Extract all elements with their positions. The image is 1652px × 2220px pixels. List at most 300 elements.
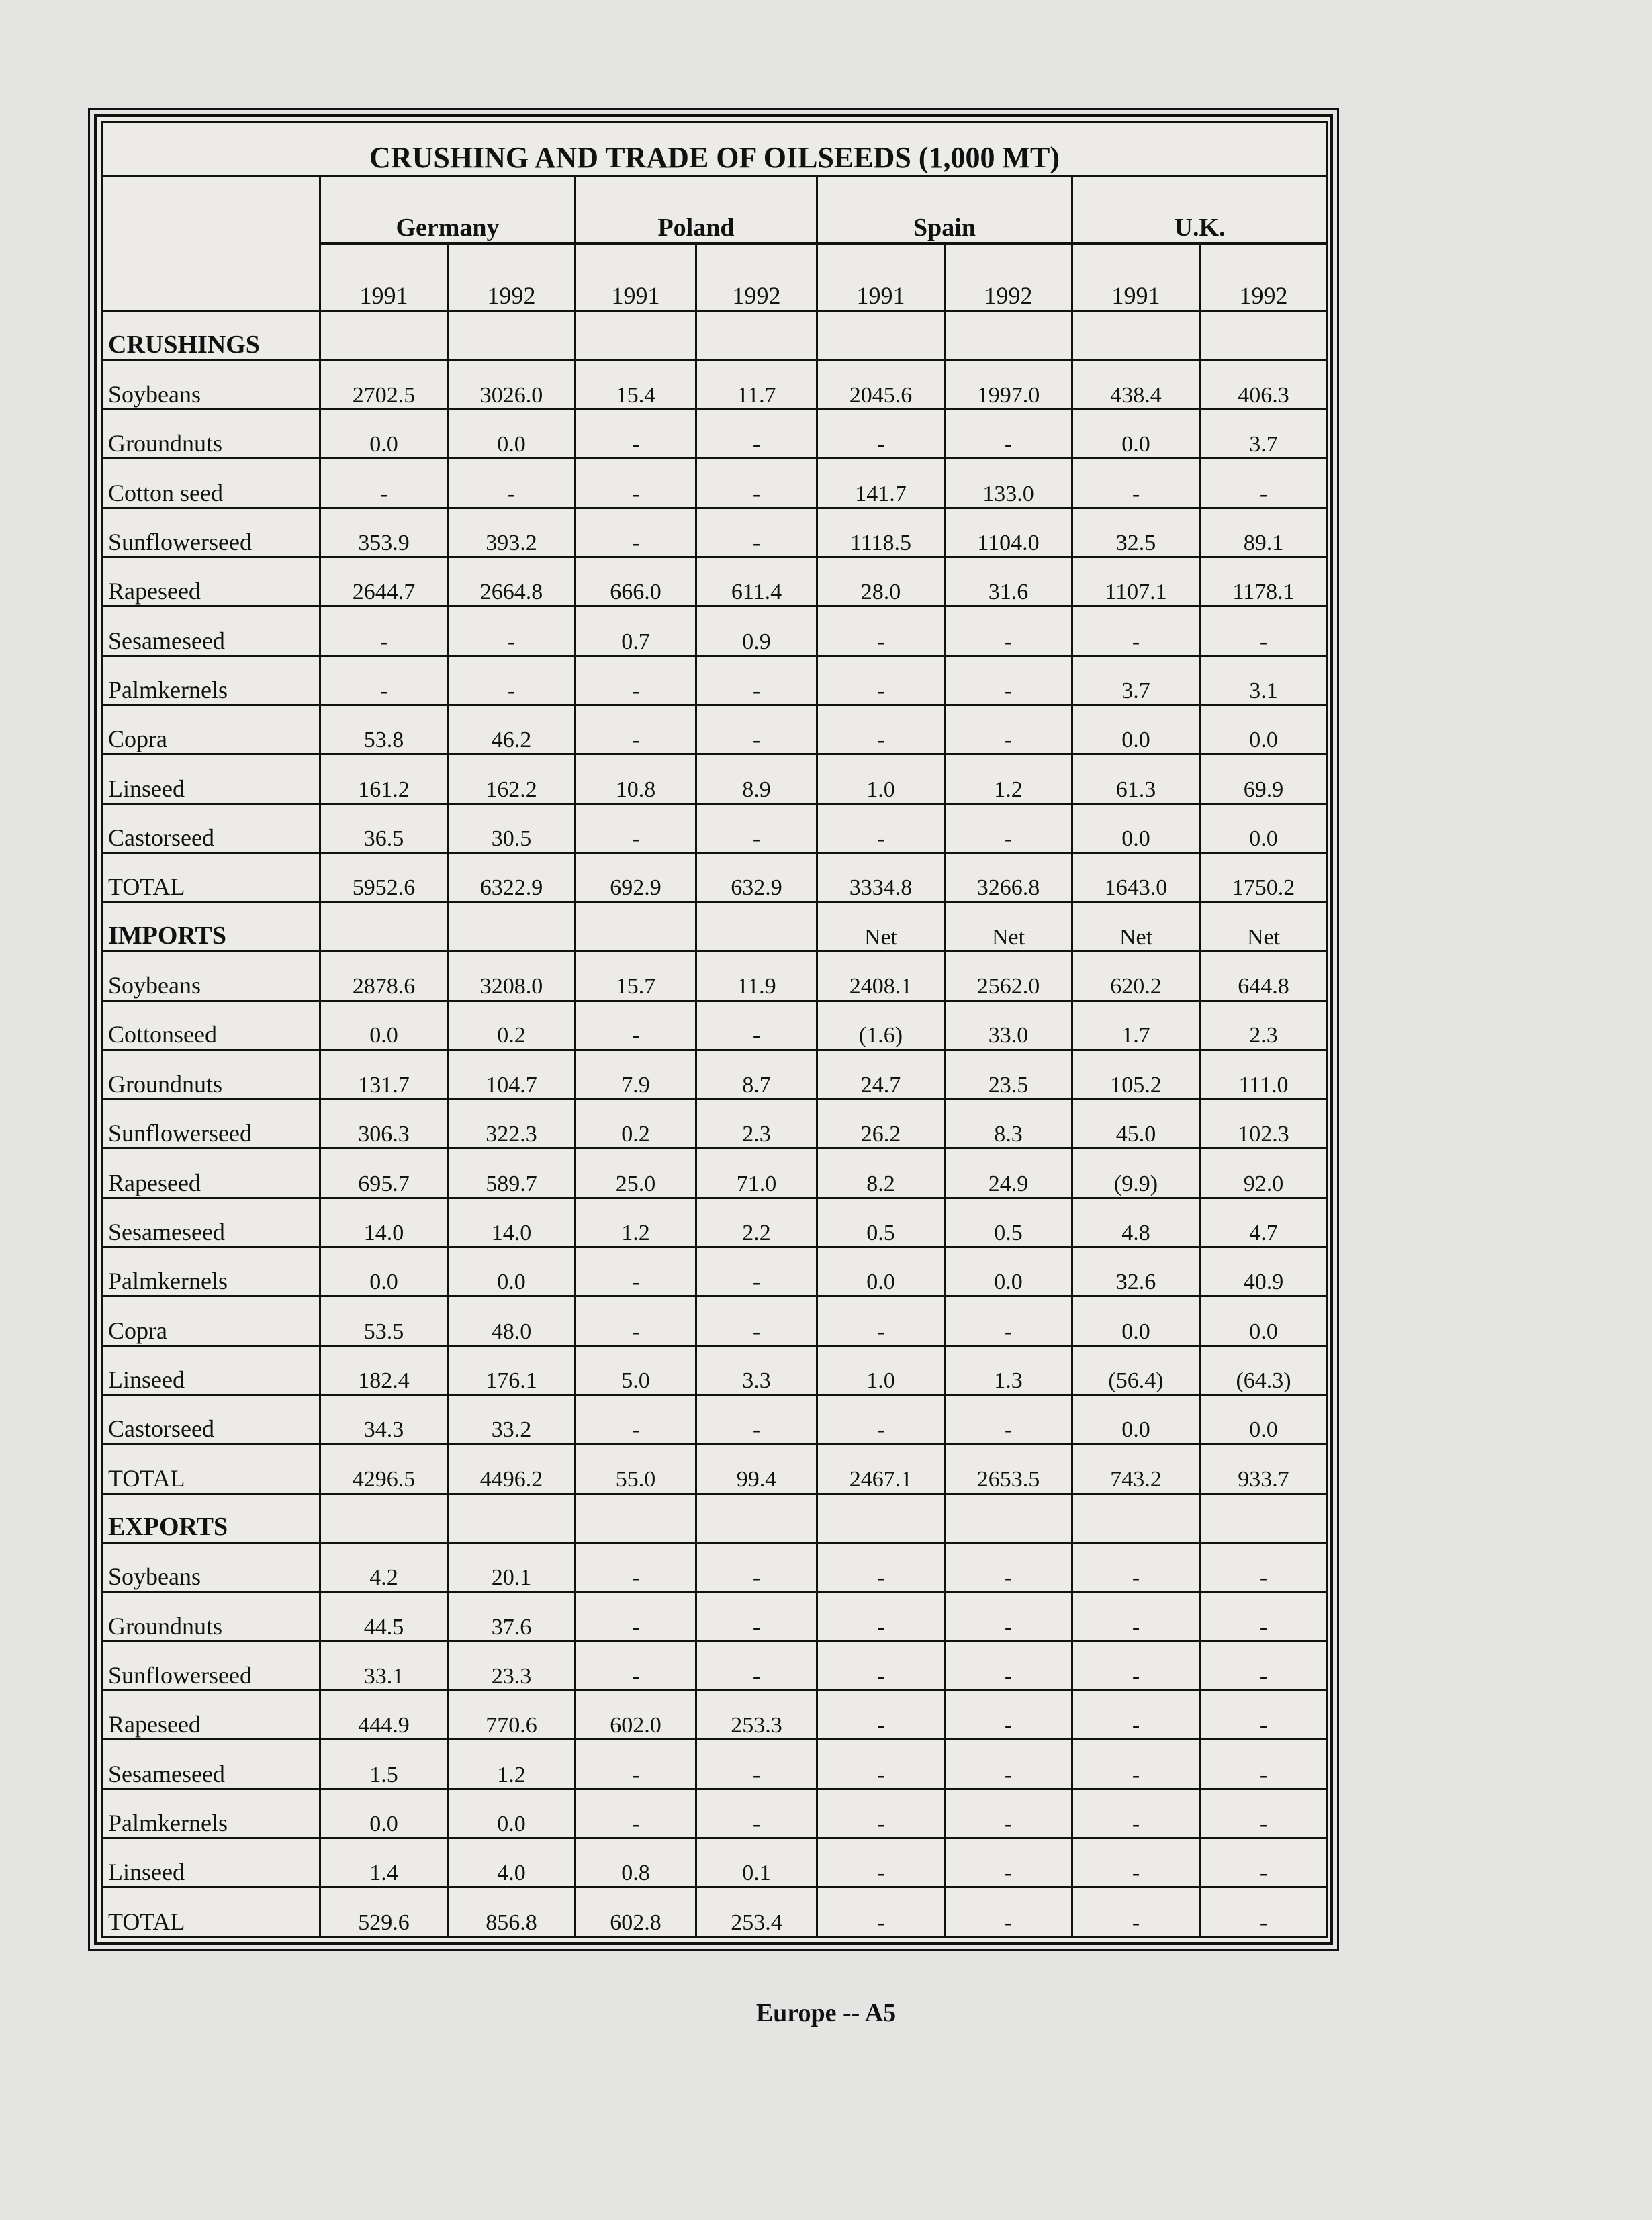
table-row [102,1542,1328,1591]
table-cell: - [1072,1690,1200,1739]
table-cell: 23.3 [448,1641,576,1690]
table-cell: - [1200,459,1328,508]
table-cell: - [576,1394,696,1444]
table-row [102,1789,1328,1838]
table-cell: 1.0 [817,1345,945,1394]
table-row [102,951,1328,1000]
section-heading-value [1072,311,1200,360]
table-cell: 0.8 [576,1838,696,1887]
table-row [102,1394,1328,1444]
table-cell: 253.4 [696,1888,817,1937]
table-cell: 4496.2 [448,1444,576,1493]
table-cell: 666.0 [576,558,696,607]
table-cell: 611.4 [696,558,817,607]
table-cell: 0.0 [1072,803,1200,852]
row-label: Rapeseed [102,558,320,607]
section-heading-value [320,1493,448,1542]
table-cell: - [1200,1888,1328,1937]
table-row [102,1050,1328,1099]
table-cell: 0.0 [1072,410,1200,459]
table-cell: - [696,1592,817,1641]
table-cell: 1118.5 [817,508,945,557]
table-cell: - [576,1592,696,1641]
section-heading-value [696,311,817,360]
table-row [102,459,1328,508]
country-header: U.K. [1072,176,1328,243]
table-cell: 1.2 [945,754,1072,803]
table-cell: 15.4 [576,360,696,409]
section-heading-value: Net [1200,902,1328,951]
table-row [102,1838,1328,1887]
table-cell: 71.0 [696,1149,817,1198]
table-row [102,410,1328,459]
table-cell: 2664.8 [448,558,576,607]
table-cell: 0.2 [448,1001,576,1050]
table-cell: 529.6 [320,1888,448,1937]
table-cell: 11.7 [696,360,817,409]
row-label: Linseed [102,1838,320,1887]
table-cell: - [817,1690,945,1739]
table-cell: - [1072,1838,1200,1887]
table-cell: 406.3 [1200,360,1328,409]
table-cell: 5.0 [576,1345,696,1394]
table-row [102,853,1328,902]
table-cell: - [696,1789,817,1838]
section-heading-value [448,902,576,951]
table-cell: - [1072,1789,1200,1838]
table-cell: - [696,459,817,508]
table-cell: 105.2 [1072,1050,1200,1099]
table-row [102,1296,1328,1345]
table-cell: 1.3 [945,1345,1072,1394]
table-cell: 30.5 [448,803,576,852]
corner-cell [102,176,320,311]
table-cell: 393.2 [448,508,576,557]
section-heading-value [448,311,576,360]
table-cell: - [945,803,1072,852]
row-label: Cottonseed [102,1001,320,1050]
table-cell: - [817,1592,945,1641]
table-cell: 306.3 [320,1099,448,1148]
table-cell: 40.9 [1200,1247,1328,1296]
table-cell: 3.7 [1200,410,1328,459]
table-cell: 3.3 [696,1345,817,1394]
table-cell: 69.9 [1200,754,1328,803]
table-cell: 8.3 [945,1099,1072,1148]
section-heading-value [696,902,817,951]
table-cell: - [696,656,817,705]
table-row [102,1740,1328,1789]
row-label: Palmkernels [102,656,320,705]
table-cell: 0.0 [1200,1394,1328,1444]
section-heading-value: Net [1072,902,1200,951]
table-cell: 5952.6 [320,853,448,902]
section-heading-value [696,1493,817,1542]
table-cell: - [945,607,1072,656]
section-heading-value [448,1493,576,1542]
table-cell: 7.9 [576,1050,696,1099]
section-heading: IMPORTS [102,902,320,951]
table-cell: 46.2 [448,705,576,754]
table-cell: 53.5 [320,1296,448,1345]
table-cell: 856.8 [448,1888,576,1937]
table-cell: - [817,1296,945,1345]
row-label: Groundnuts [102,410,320,459]
row-label: Sesameseed [102,1198,320,1247]
row-label: Palmkernels [102,1247,320,1296]
table-cell: 89.1 [1200,508,1328,557]
table-row [102,803,1328,852]
table-cell: - [1200,1789,1328,1838]
table-cell: 1997.0 [945,360,1072,409]
year-header: 1991 [1072,243,1200,310]
row-label: TOTAL [102,853,320,902]
country-header-row [102,176,1328,243]
table-cell: 2653.5 [945,1444,1072,1493]
table-cell: 162.2 [448,754,576,803]
table-cell: 4.2 [320,1542,448,1591]
section-heading-value [1200,311,1328,360]
table-cell: - [945,1838,1072,1887]
table-cell: - [817,1888,945,1937]
table-cell: 0.5 [817,1198,945,1247]
table-cell: 933.7 [1200,1444,1328,1493]
table-cell: - [576,1641,696,1690]
table-cell: - [576,410,696,459]
table-cell: 589.7 [448,1149,576,1198]
table-cell: - [448,656,576,705]
table-row [102,508,1328,557]
table-cell: 14.0 [448,1198,576,1247]
row-label: Linseed [102,1345,320,1394]
table-row [102,1001,1328,1050]
table-cell: - [817,803,945,852]
section-heading-value [576,902,696,951]
table-cell: - [576,1789,696,1838]
table-cell: - [448,459,576,508]
table-cell: 353.9 [320,508,448,557]
section-heading-value: Net [945,902,1072,951]
country-header: Spain [817,176,1072,243]
table-cell: 176.1 [448,1345,576,1394]
table-cell: - [1200,1542,1328,1591]
table-cell: 2467.1 [817,1444,945,1493]
table-cell: 1.4 [320,1838,448,1887]
table-cell: (9.9) [1072,1149,1200,1198]
table-cell: 1.7 [1072,1001,1200,1050]
table-cell: 0.0 [1072,1296,1200,1345]
table-cell: - [945,1641,1072,1690]
row-label: Sesameseed [102,1740,320,1789]
page-footer: Europe -- A5 [755,1999,897,2027]
table-cell: (56.4) [1072,1345,1200,1394]
section-heading-value [320,902,448,951]
row-label: Copra [102,705,320,754]
year-header: 1991 [320,243,448,310]
table-cell: - [696,508,817,557]
table-cell: 99.4 [696,1444,817,1493]
table-cell: - [945,1888,1072,1937]
table-cell: - [1072,1888,1200,1937]
table-cell: - [696,705,817,754]
table-cell: 1.2 [448,1740,576,1789]
table-cell: 1750.2 [1200,853,1328,902]
table-cell: 25.0 [576,1149,696,1198]
table-cell: - [945,1789,1072,1838]
row-label: Linseed [102,754,320,803]
table-cell: - [696,1641,817,1690]
table-row [102,1444,1328,1493]
table-frame [94,114,1333,1945]
table-cell: 1.5 [320,1740,448,1789]
table-cell: 0.2 [576,1099,696,1148]
table-cell: - [817,1740,945,1789]
table-cell: 0.0 [1200,1296,1328,1345]
table-cell: 8.7 [696,1050,817,1099]
table-row [102,607,1328,656]
table-cell: 695.7 [320,1149,448,1198]
row-label: Castorseed [102,803,320,852]
row-label: Palmkernels [102,1789,320,1838]
table-cell: - [696,803,817,852]
table-cell: - [576,508,696,557]
section-heading-value [817,311,945,360]
table-cell: 0.0 [945,1247,1072,1296]
table-cell: 0.0 [320,1001,448,1050]
table-cell: 2.2 [696,1198,817,1247]
table-cell: - [576,705,696,754]
table-cell: 1107.1 [1072,558,1200,607]
table-cell: - [945,705,1072,754]
table-cell: - [945,1296,1072,1345]
table-cell: 2644.7 [320,558,448,607]
table-cell: 0.0 [1200,705,1328,754]
table-cell: 1.2 [576,1198,696,1247]
table-cell: - [1200,1740,1328,1789]
table-cell: 2702.5 [320,360,448,409]
table-cell: - [576,459,696,508]
section-heading-row [102,311,1328,360]
table-cell: 8.2 [817,1149,945,1198]
table-cell: - [1200,1641,1328,1690]
table-cell: 33.1 [320,1641,448,1690]
table-cell: 0.0 [448,410,576,459]
table-cell: 253.3 [696,1690,817,1739]
table-cell: 32.6 [1072,1247,1200,1296]
table-cell: - [696,1740,817,1789]
year-header: 1992 [448,243,576,310]
table-cell: - [320,459,448,508]
table-cell: 770.6 [448,1690,576,1739]
table-cell: 692.9 [576,853,696,902]
table-cell: 1.0 [817,754,945,803]
table-cell: 23.5 [945,1050,1072,1099]
table-cell: - [945,1542,1072,1591]
year-header: 1992 [945,243,1072,310]
table-row [102,1099,1328,1148]
table-title: CRUSHING AND TRADE OF OILSEEDS (1,000 MT) [102,122,1328,176]
table-cell: - [945,1740,1072,1789]
table-cell: 3266.8 [945,853,1072,902]
table-cell: 3.7 [1072,656,1200,705]
table-cell: - [945,410,1072,459]
table-cell: 36.5 [320,803,448,852]
table-cell: 53.8 [320,705,448,754]
table-cell: 444.9 [320,1690,448,1739]
table-row [102,1641,1328,1690]
table-cell: 0.0 [320,410,448,459]
table-row [102,1149,1328,1198]
table-cell: - [1072,1740,1200,1789]
table-cell: 37.6 [448,1592,576,1641]
row-label: TOTAL [102,1888,320,1937]
table-cell: - [696,1001,817,1050]
table-cell: 1643.0 [1072,853,1200,902]
table-cell: - [817,705,945,754]
table-cell: 4.0 [448,1838,576,1887]
table-cell: - [817,1542,945,1591]
table-cell: 102.3 [1200,1099,1328,1148]
table-cell: 111.0 [1200,1050,1328,1099]
table-cell: 182.4 [320,1345,448,1394]
table-cell: 0.0 [1200,803,1328,852]
table-cell: - [817,410,945,459]
table-cell: - [1200,607,1328,656]
table-cell: 0.0 [448,1247,576,1296]
table-cell: 3026.0 [448,360,576,409]
table-cell: 1104.0 [945,508,1072,557]
section-heading-value [945,311,1072,360]
table-cell: 20.1 [448,1542,576,1591]
table-cell: - [817,1394,945,1444]
table-cell: 131.7 [320,1050,448,1099]
table-cell: - [576,1296,696,1345]
table-cell: - [1072,1641,1200,1690]
table-cell: - [945,1690,1072,1739]
table-cell: - [817,1641,945,1690]
table-cell: 141.7 [817,459,945,508]
year-header: 1992 [696,243,817,310]
row-label: Copra [102,1296,320,1345]
table-row [102,754,1328,803]
section-heading-value [320,311,448,360]
table-cell: 104.7 [448,1050,576,1099]
table-cell: - [1072,1542,1200,1591]
table-cell: 0.0 [1072,705,1200,754]
table-cell: 2.3 [1200,1001,1328,1050]
table-cell: - [945,656,1072,705]
table-cell: 0.0 [320,1789,448,1838]
row-label: Cotton seed [102,459,320,508]
table-cell: 2045.6 [817,360,945,409]
table-cell: - [448,607,576,656]
section-heading-row [102,902,1328,951]
table-cell: - [696,1394,817,1444]
table-cell: 1178.1 [1200,558,1328,607]
table-cell: 644.8 [1200,951,1328,1000]
table-row [102,558,1328,607]
table-cell: 602.8 [576,1888,696,1937]
row-label: Rapeseed [102,1690,320,1739]
row-label: Sunflowerseed [102,1099,320,1148]
table-row [102,1198,1328,1247]
table-cell: - [1072,1592,1200,1641]
table-cell: (64.3) [1200,1345,1328,1394]
row-label: Sesameseed [102,607,320,656]
table-cell: 3.1 [1200,656,1328,705]
table-cell: - [696,1247,817,1296]
section-heading: CRUSHINGS [102,311,320,360]
table-cell: 32.5 [1072,508,1200,557]
row-label: Sunflowerseed [102,508,320,557]
table-cell: - [576,656,696,705]
row-label: Castorseed [102,1394,320,1444]
table-cell: 33.2 [448,1394,576,1444]
table-cell: 2.3 [696,1099,817,1148]
table-cell: 44.5 [320,1592,448,1641]
table-cell: - [945,1394,1072,1444]
table-cell: - [1200,1690,1328,1739]
table-cell: - [1200,1838,1328,1887]
row-label: TOTAL [102,1444,320,1493]
table-cell: - [945,1592,1072,1641]
table-cell: 0.0 [448,1789,576,1838]
title-row [102,122,1328,176]
table-cell: 61.3 [1072,754,1200,803]
table-cell: 0.1 [696,1838,817,1887]
country-header: Poland [576,176,817,243]
row-label: Rapeseed [102,1149,320,1198]
table-cell: - [1072,607,1200,656]
table-cell: - [696,410,817,459]
table-cell: - [696,1296,817,1345]
table-cell: 10.8 [576,754,696,803]
row-label: Sunflowerseed [102,1641,320,1690]
table-cell: - [817,656,945,705]
table-cell: - [576,1001,696,1050]
table-cell: 133.0 [945,459,1072,508]
section-heading-row [102,1493,1328,1542]
table-cell: - [696,1542,817,1591]
table-cell: 632.9 [696,853,817,902]
year-header: 1991 [817,243,945,310]
table-cell: 34.3 [320,1394,448,1444]
table-cell: 161.2 [320,754,448,803]
year-header: 1992 [1200,243,1328,310]
table-cell: 11.9 [696,951,817,1000]
table-cell: 55.0 [576,1444,696,1493]
table-row [102,360,1328,409]
table-cell: - [576,1247,696,1296]
table-cell: 2408.1 [817,951,945,1000]
table-cell: 3208.0 [448,951,576,1000]
table-cell: - [320,607,448,656]
table-cell: - [817,607,945,656]
table-cell: 0.7 [576,607,696,656]
section-heading: EXPORTS [102,1493,320,1542]
table-cell: 28.0 [817,558,945,607]
table-cell: - [320,656,448,705]
table-cell: 602.0 [576,1690,696,1739]
table-cell: - [1200,1592,1328,1641]
table-row [102,1888,1328,1937]
table-cell: 48.0 [448,1296,576,1345]
table-cell: 24.7 [817,1050,945,1099]
table-cell: 33.0 [945,1001,1072,1050]
row-label: Groundnuts [102,1050,320,1099]
table-cell: 438.4 [1072,360,1200,409]
row-label: Soybeans [102,951,320,1000]
